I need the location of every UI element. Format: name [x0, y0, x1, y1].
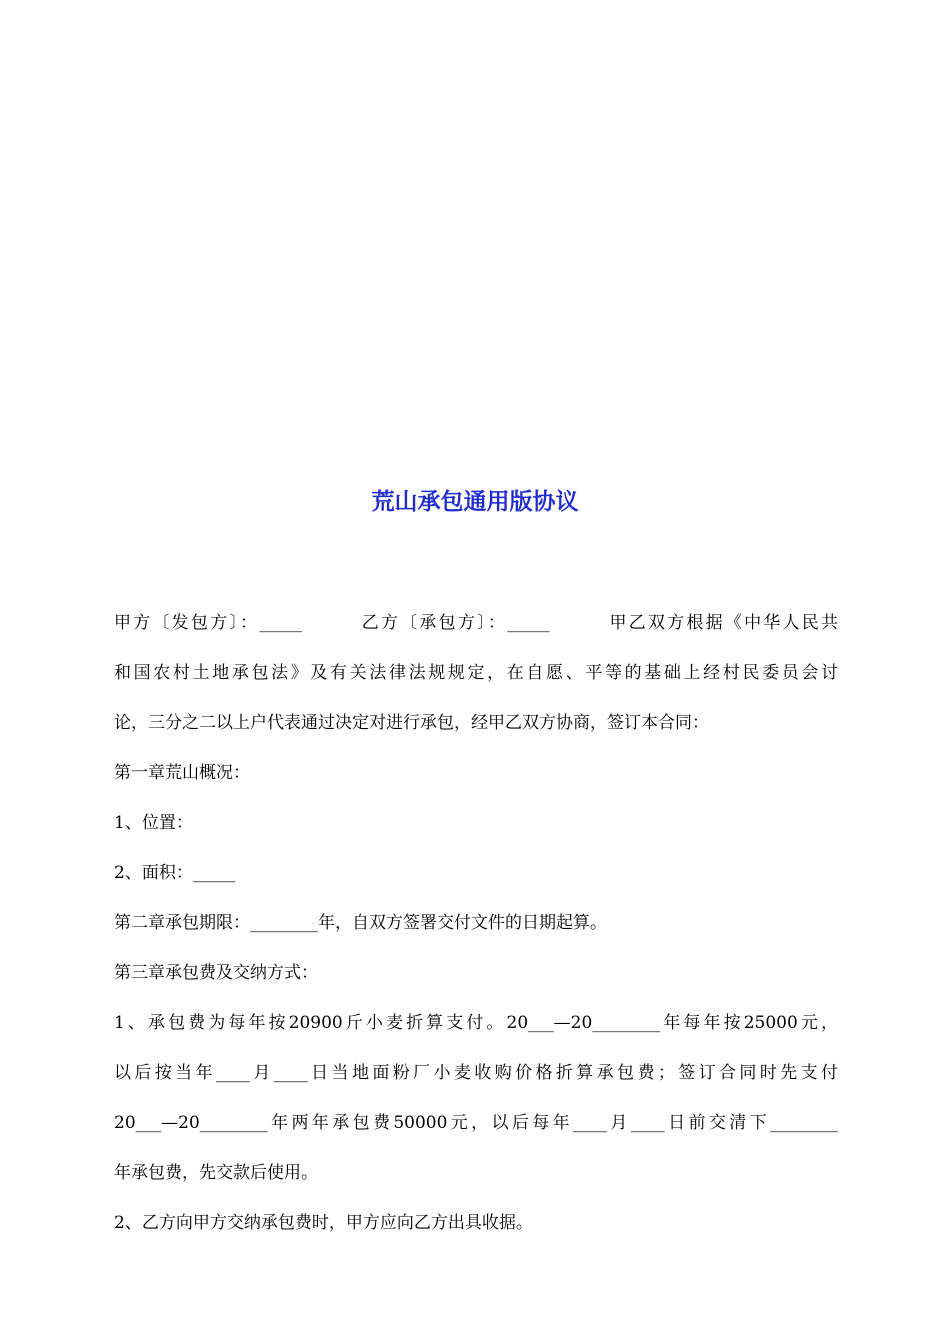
body-line: 20___—20________年两年承包费50000元，以后每年____月____日前交清下________ [114, 1113, 838, 1133]
body-line: 1、位置： [114, 813, 193, 833]
body-line: 和国农村土地承包法》及有关法律法规规定，在自愿、平等的基础上经村民委员会讨 [114, 663, 838, 683]
body-line: 论，三分之二以上户代表通过决定对进行承包，经甲乙双方协商，签订本合同： [114, 713, 709, 733]
body-line: 年承包费，先交款后使用。 [114, 1163, 318, 1183]
body-line: 以后按当年____月____日当地面粉厂小麦收购价格折算承包费；签订合同时先支付 [114, 1063, 838, 1083]
body-line: 甲方〔发包方〕：_____ 乙方〔承包方〕：_____ 甲乙双方根据《中华人民共 [114, 613, 838, 633]
document-body [114, 598, 838, 1248]
body-line: 2、面积：_____ [114, 863, 236, 883]
chapter-heading: 第一章荒山概况： [114, 763, 250, 783]
body-line: 1、承包费为每年按20900斤小麦折算支付。20___—20________年每年按25000元， [114, 1013, 838, 1033]
chapter-heading: 第二章承包期限：________年，自双方签署交付文件的日期起算。 [114, 913, 607, 933]
chapter-heading: 第三章承包费及交纳方式： [114, 963, 318, 983]
document-title: 荒山承包通用版协议 [371, 488, 579, 515]
body-line: 2、乙方向甲方交纳承包费时，甲方应向乙方出具收据。 [114, 1213, 533, 1233]
